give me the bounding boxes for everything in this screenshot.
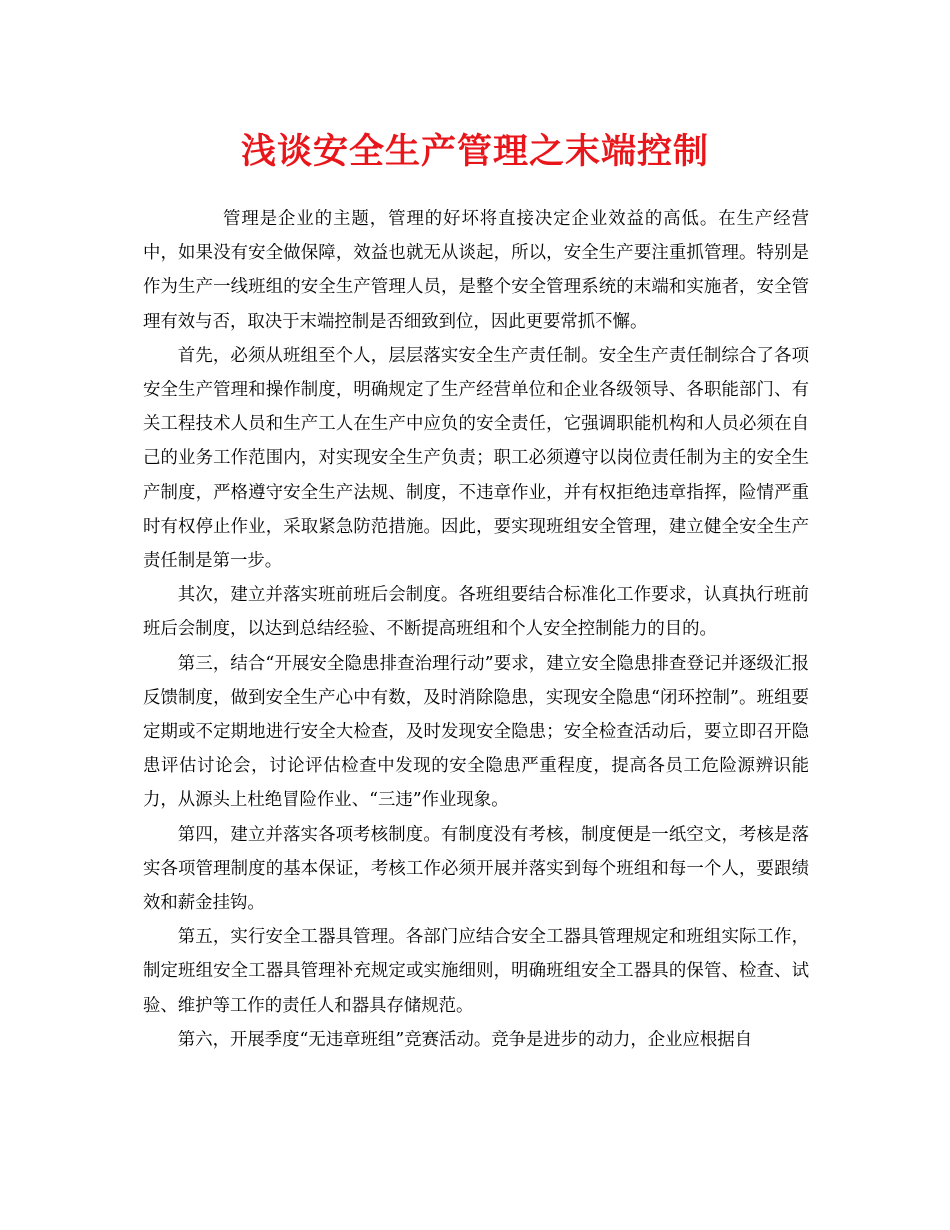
paragraph-second-point: 其次，建立并落实班前班后会制度。各班组要结合标准化工作要求，认真执行班前班后会制度，以达到总结经验、不断提高班组和个人安全控制能力的目的。 xyxy=(143,585,809,640)
paragraph-sixth-point: 第六，开展季度“无违章班组”竞赛活动。竞争是进步的动力，企业应根据自 xyxy=(177,1029,753,1050)
document-body xyxy=(143,202,809,1057)
paragraph-third-point: 第三，结合“开展安全隐患排查治理行动”要求，建立安全隐患排查登记并逐级汇报反馈制度，做到安全生产心中有数，及时消除隐患，实现安全隐患“闭环控制”。班组要定期或不定期地进行安全大检查，及时发现安全隐患；安全检查活动后，要立即召开隐患评估讨论会，讨论评估检查中发现的安全隐患严重程度，提高各员工危险源辨识能力，从源头上杜绝冒险作业、“三违”作业现象。 xyxy=(143,653,809,811)
paragraph-intro: 管理是企业的主题，管理的好坏将直接决定企业效益的高低。在生产经营中，如果没有安全做保障，效益也就无从谈起，所以，安全生产要注重抓管理。特别是作为生产一线班组的安全生产管理人员，是整个安全管理系统的末端和实施者，安全管理有效与否，取决于末端控制是否细致到位，因此更要常抓不懈。 xyxy=(143,209,809,332)
paragraph-fifth-point: 第五，实行安全工器具管理。各部门应结合安全工器具管理规定和班组实际工作，制定班组安全工器具管理补充规定或实施细则，明确班组安全工器具的保管、检查、试验、维护等工作的责任人和器具存储规范。 xyxy=(143,927,809,1016)
document-title: 浅谈安全生产管理之末端控制 xyxy=(240,132,709,172)
paragraph-fourth-point: 第四，建立并落实各项考核制度。有制度没有考核，制度便是一纸空文，考核是落实各项管理制度的基本保证，考核工作必须开展并落实到每个班组和每一个人，要跟绩效和薪金挂钩。 xyxy=(143,824,809,914)
paragraph-first-point: 首先，必须从班组至个人，层层落实安全生产责任制。安全生产责任制综合了各项安全生产管理和操作制度，明确规定了生产经营单位和企业各级领导、各职能部门、有关工程技术人员和生产工人在生产中应负的安全责任，它强调职能机构和人员必须在自己的业务工作范围内，对实现安全生产负责；职工必须遵守以岗位责任制为主的安全生产制度，严格遵守安全生产法规、制度，不违章作业，并有权拒绝违章指挥，险情严重时有权停止作业，采取紧急防范措施。因此，要实现班组安全管理，建立健全安全生产责任制是第一步。 xyxy=(143,345,809,572)
